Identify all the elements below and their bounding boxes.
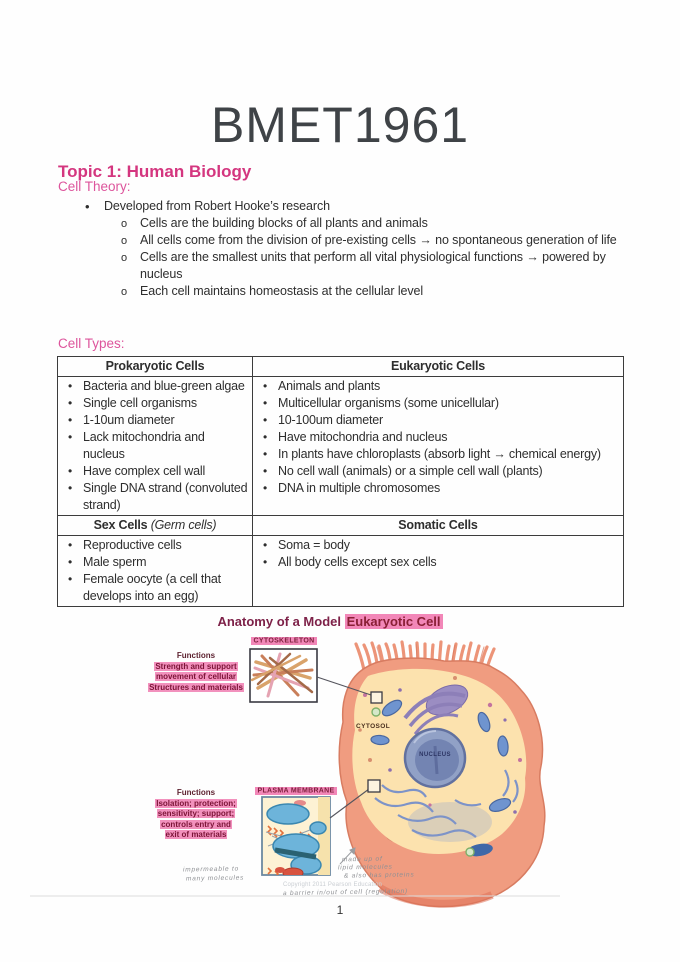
eukaryotic-cell bbox=[253, 377, 624, 516]
table-bullet: • 10-100um diameter bbox=[257, 412, 619, 429]
somatic-cells-header: Somatic Cells bbox=[253, 516, 624, 536]
handwritten-note: many molecules bbox=[185, 874, 245, 883]
table-row bbox=[58, 536, 624, 607]
cytosol-label: CYTOSOL bbox=[356, 723, 391, 730]
table-bullet: • DNA in multiple chromosomes bbox=[257, 480, 619, 497]
sex-cells-header: Sex Cells (Germ cells) bbox=[58, 516, 253, 536]
table-bullet: • No cell wall (animals) or a simple cell wall (plants) bbox=[257, 463, 619, 480]
functions-line: movement of cellular bbox=[155, 672, 237, 681]
page-title: BMET1961 bbox=[210, 96, 470, 153]
table-row bbox=[58, 377, 624, 516]
table-bullet: • In plants have chloroplasts (absorb light → chemical energy) bbox=[257, 446, 619, 463]
zoom-square-bottom bbox=[368, 780, 380, 792]
prokaryotic-header: Prokaryotic Cells bbox=[58, 357, 253, 377]
table-bullet: • Male sperm bbox=[62, 554, 248, 571]
sex-cells-cell bbox=[58, 536, 253, 607]
figure-title-highlight: Eukaryotic Cell bbox=[346, 614, 441, 629]
green-vesicle bbox=[466, 848, 474, 856]
zoom-square-top bbox=[371, 692, 382, 703]
table-header-row bbox=[58, 357, 624, 377]
figure-title: Anatomy of a Model Eukaryotic Cell bbox=[217, 614, 441, 629]
table-bullet: • All body cells except sex cells bbox=[257, 554, 619, 571]
green-vesicle bbox=[372, 708, 380, 716]
table-bullet: • Single DNA strand (convoluted strand) bbox=[62, 480, 248, 514]
er-region bbox=[408, 802, 492, 842]
sex-cells-header-italic: (Germ cells) bbox=[147, 518, 217, 532]
sub-bullet-item: o Each cell maintains homeostasis at the cellular level bbox=[58, 283, 625, 300]
table-bullet: • Have mitochondria and nucleus bbox=[257, 429, 619, 446]
eukaryotic-header: Eukaryotic Cells bbox=[253, 357, 624, 377]
plasma-membrane-functions bbox=[142, 788, 250, 841]
functions-line: Structures and materials bbox=[149, 682, 243, 692]
table-bullet: • Have complex cell wall bbox=[62, 463, 248, 480]
table-bullet: • Female oocyte (a cell that develops into an egg) bbox=[62, 571, 248, 605]
handwritten-note: made up of bbox=[341, 855, 383, 864]
plasma-membrane-label: PLASMA MEMBRANE bbox=[254, 787, 338, 794]
sub-bullet-item: o All cells come from the division of pre-existing cells → no spontaneous generation of life bbox=[58, 232, 625, 249]
cell-types-table bbox=[57, 356, 624, 607]
image-credit: Copyright 2011 Pearson Education bbox=[283, 882, 383, 888]
table-bullet: • Reproductive cells bbox=[62, 537, 248, 554]
topic-heading: Topic 1: Human Biology bbox=[58, 162, 252, 182]
nucleus-shape bbox=[405, 729, 465, 787]
cell-theory-heading: Cell Theory: bbox=[58, 179, 131, 194]
table-bullet: • Multicellular organisms (some unicellular) bbox=[257, 395, 619, 412]
table-bullet: • Animals and plants bbox=[257, 378, 619, 395]
table-bullet: • Single cell organisms bbox=[62, 395, 248, 412]
cell-theory-list bbox=[58, 198, 617, 300]
table-header-row bbox=[58, 516, 624, 536]
table-bullet: • 1-10um diameter bbox=[62, 412, 248, 429]
cytoskeleton-label: CYTOSKELETON bbox=[238, 637, 330, 644]
functions-title: Functions bbox=[176, 651, 216, 660]
table-bullet: • Soma = body bbox=[257, 537, 619, 554]
prokaryotic-cell bbox=[58, 377, 253, 516]
cytoskeleton-inset bbox=[250, 649, 317, 702]
table-bullet: • Bacteria and blue-green algae bbox=[62, 378, 248, 395]
page-number: 1 bbox=[336, 903, 344, 917]
functions-line: sensitivity; support; bbox=[157, 809, 235, 818]
handwritten-note: lipid molecules bbox=[337, 863, 393, 872]
handwritten-note: a barrier in/out of cell (regulation) bbox=[282, 887, 409, 898]
sub-bullet-item: o Cells are the smallest units that perform all vital physiological functions → powered by nucleus bbox=[58, 249, 625, 283]
functions-line: Isolation; protection; bbox=[156, 798, 236, 808]
eukaryotic-cell-figure bbox=[0, 600, 680, 930]
plasma-membrane-inset bbox=[262, 797, 330, 882]
functions-title: Functions bbox=[176, 788, 216, 797]
somatic-cells-cell bbox=[253, 536, 624, 607]
functions-line: exit of materials bbox=[165, 830, 227, 839]
functions-line: Strength and support bbox=[155, 661, 237, 671]
functions-line: controls entry and bbox=[161, 819, 231, 829]
cell-types-heading: Cell Types: bbox=[58, 336, 125, 351]
handwritten-note: impermeable to bbox=[182, 865, 240, 874]
bullet-item: • Developed from Robert Hooke’s research bbox=[58, 198, 603, 215]
sub-bullet-item: o Cells are the building blocks of all plants and animals bbox=[58, 215, 625, 232]
cytoskeleton-functions bbox=[145, 651, 247, 693]
handwritten-note: & also has proteins bbox=[343, 871, 415, 880]
cell-diagram-artwork bbox=[0, 600, 680, 930]
table-bullet: • Lack mitochondria and nucleus bbox=[62, 429, 248, 463]
nucleus-label: NUCLEUS bbox=[419, 752, 451, 758]
sub-bullet-list bbox=[58, 215, 617, 300]
